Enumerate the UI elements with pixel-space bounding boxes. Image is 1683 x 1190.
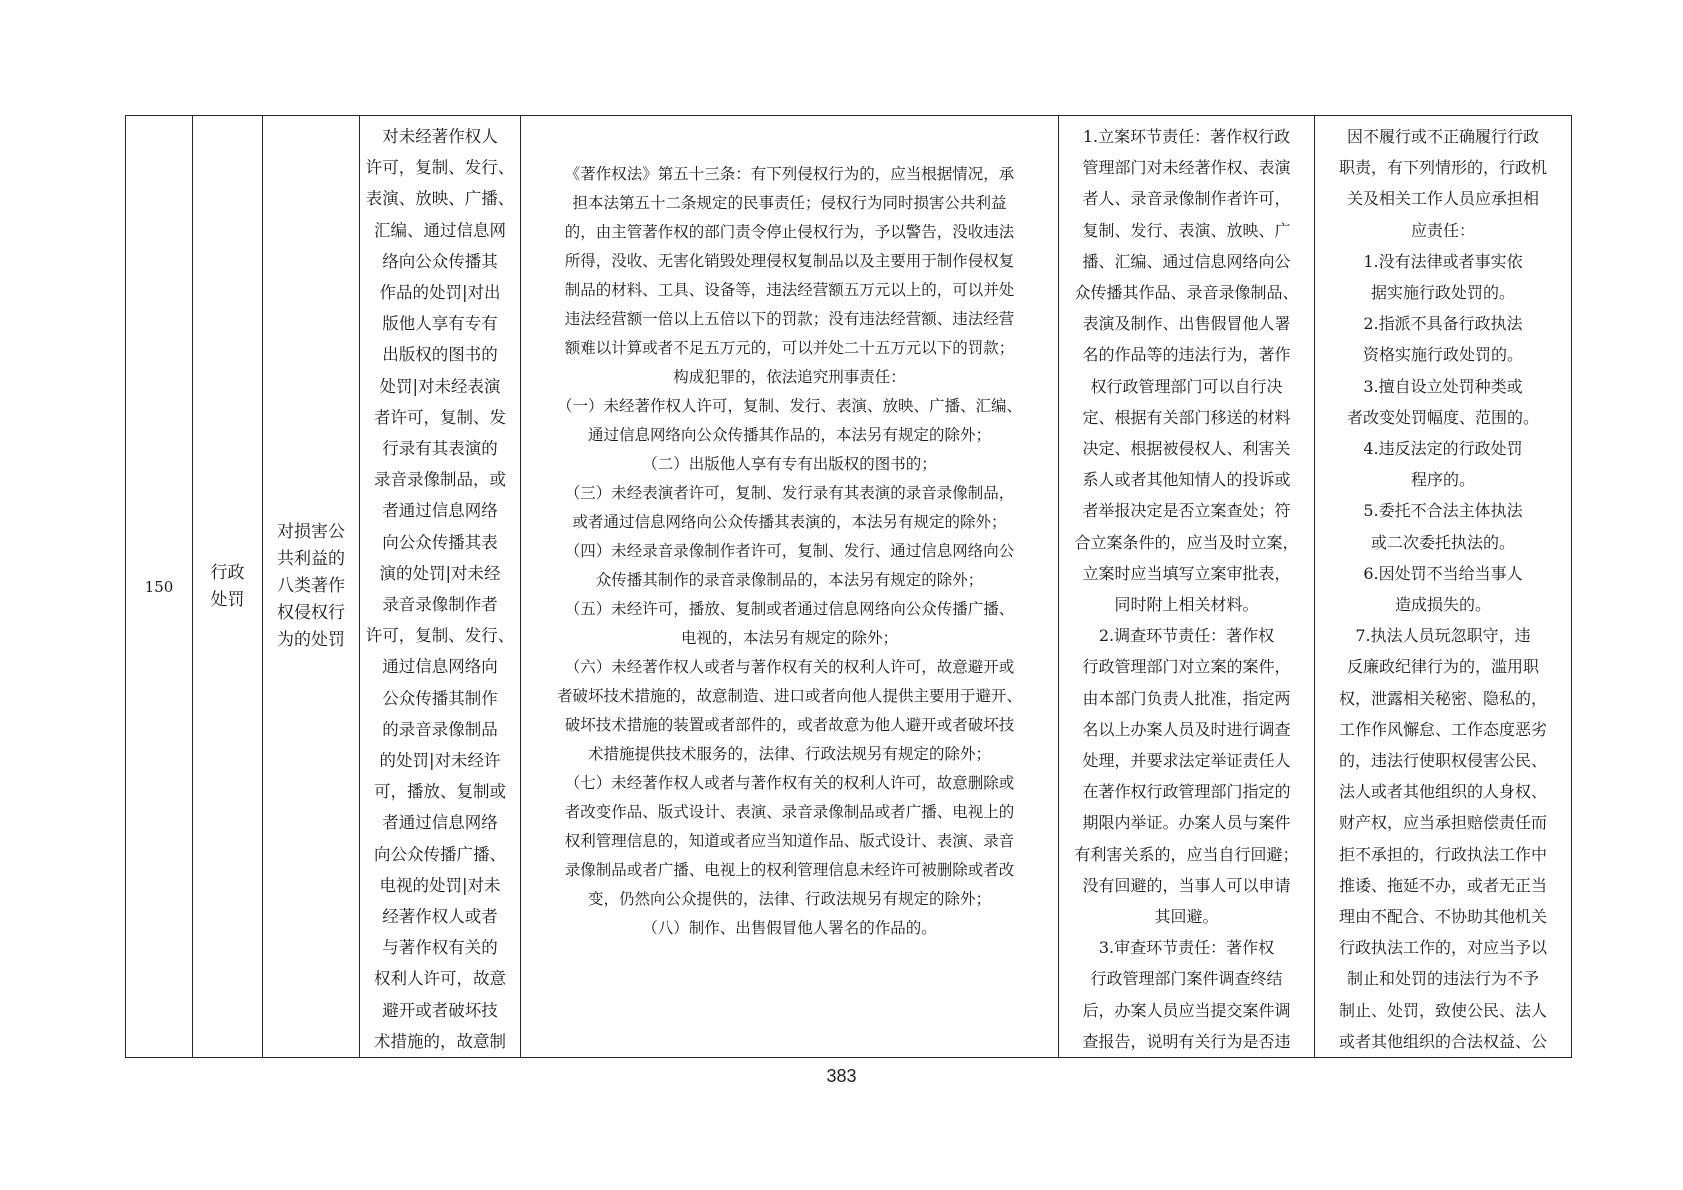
text-line: 众传播其制作的录音录像制品的，本法另有规定的除外； [595, 571, 984, 589]
text-line: 违法经营额一倍以上五倍以下的罚款；没有违法经营额、违法经营 [564, 310, 1015, 328]
text-line: 行政执法工作的，对应当予以 [1338, 938, 1547, 958]
text-line: 者许可，复制、发 [374, 407, 506, 427]
text-line: 额难以计算或者不足五万元的，可以并处二十五万元以下的罚款； [564, 339, 1015, 357]
text-line: （七）未经著作权人或者与著作权有关的权利人许可，故意删除或 [564, 774, 1015, 792]
text-line: 资格实施行政处罚的。 [1362, 345, 1523, 365]
text-line: 权侵权行 [277, 603, 345, 624]
text-line: 者破坏技术措施的，故意制造、进口或者向他人提供主要用于避开、 [556, 687, 1022, 705]
text-line: 的，违法行使职权侵害公民、 [1338, 751, 1547, 771]
text-line: 复制、发行、表演、放映、广 [1082, 220, 1291, 240]
text-line: 破坏技术措施的装置或者部件的，或者故意为他人避开或者破坏技 [564, 716, 1015, 734]
text-line: 处罚|对未经表演 [379, 376, 501, 396]
text-line: 所得，没收、无害化销毁处理侵权复制品以及主要用于制作侵权复 [564, 252, 1015, 270]
text-line: 推诿、拖延不办，或者无正当 [1338, 875, 1547, 895]
text-line: 的，由主管著作权的部门责令停止侵权行为，予以警告，没收违法 [564, 223, 1015, 241]
text-line: 6.因处罚不当给当事人 [1363, 563, 1523, 583]
text-line: 程序的。 [1410, 470, 1475, 490]
text-line: 7.执法人员玩忽职守，违 [1355, 626, 1531, 646]
text-line: （一）未经著作权人许可，复制、发行、表演、放映、广播、汇编、 [556, 397, 1022, 415]
text-line: 行政管理部门对立案的案件， [1082, 657, 1291, 677]
text-line: 反廉政纪律行为的，滥用职 [1346, 657, 1539, 677]
text-line: 通过信息网络向 [382, 657, 498, 677]
responsibility-cell [1059, 116, 1315, 1058]
power-category [193, 560, 262, 614]
text-line: 关及相关工作人员应承担相 [1346, 189, 1539, 209]
text-line: 理由不配合、不协助其他机关 [1338, 907, 1547, 927]
text-line: 1.立案环节责任：著作权行政 [1082, 127, 1291, 146]
text-line: 2.调查环节责任：著作权 [1098, 626, 1275, 646]
text-line: 或二次委托执法的。 [1370, 532, 1515, 552]
text-line: 电视的处罚|对未 [379, 875, 501, 895]
power-item-name [263, 519, 359, 654]
text-line: 由本部门负责人批准，指定两 [1082, 688, 1291, 708]
text-line: （四）未经录音录像制作者许可，复制、发行、通过信息网络向公 [564, 542, 1015, 560]
text-line: 经著作权人或者 [382, 907, 498, 927]
text-line: 者通过信息网络 [382, 813, 498, 833]
sub-items-cell [360, 116, 521, 1058]
text-line: 术措施提供技术服务的，法律、行政法规另有规定的除外； [587, 745, 991, 763]
text-line: （五）未经许可，播放、复制或者通过信息网络向公众传播广播、 [564, 600, 1015, 618]
text-line: 没有回避的，当事人可以申请 [1082, 875, 1291, 895]
text-line: 应责任： [1410, 220, 1475, 240]
text-line: 行政 [210, 562, 245, 583]
text-line: 1.没有法律或者事实依 [1363, 251, 1523, 271]
table-row [126, 116, 1572, 1058]
text-line: 决定、根据被侵权人、利害关 [1082, 439, 1291, 459]
text-line: 制品的材料、工具、设备等，违法经营额五万元以上的，可以并处 [564, 281, 1015, 299]
text-line: 录音录像制作者 [382, 595, 498, 615]
row-number: 150 [144, 577, 174, 596]
text-line: 者通过信息网络 [382, 501, 498, 521]
text-line: 系人或者其他知情人的投诉或 [1082, 470, 1291, 490]
text-line: 行录有其表演的 [382, 439, 498, 459]
legal-basis-cell [521, 116, 1059, 1058]
sub-items-text [360, 121, 520, 1057]
text-line: 处理，并要求法定举证责任人 [1082, 751, 1291, 771]
text-line: 工作作风懈怠、工作态度恶劣 [1338, 719, 1547, 739]
text-line: 者举报决定是否立案查处；符 [1082, 501, 1291, 521]
text-line: 名的作品等的违法行为，著作 [1082, 345, 1291, 365]
text-line: 表演及制作、出售假冒他人署 [1082, 314, 1291, 334]
text-line: 2.指派不具备行政执法 [1363, 314, 1523, 334]
text-line: 权利管理信息的，知道或者应当知道作品、版式设计、表演、录音 [564, 832, 1015, 850]
text-line: 法人或者其他组织的人身权、 [1338, 782, 1547, 802]
text-line: 《著作权法》第五十三条：有下列侵权行为的，应当根据情况，承 [564, 165, 1015, 183]
text-line: 可，播放、复制或 [374, 782, 506, 802]
text-line: 的处罚|对未经许 [379, 751, 501, 771]
text-line: 处罚 [210, 589, 245, 610]
text-line: 为的处罚 [277, 630, 345, 651]
text-line: 期限内举证。办案人员与案件 [1082, 813, 1291, 833]
accountability-text [1315, 121, 1571, 1057]
text-line: 行政管理部门案件调查终结 [1090, 969, 1283, 989]
text-line: 许可，复制、发行、 [365, 626, 515, 646]
text-line: 3.擅自设立处罚种类或 [1363, 376, 1523, 396]
text-line: 或者其他组织的合法权益、公 [1338, 1031, 1547, 1051]
text-line: 作品的处罚|对出 [379, 283, 501, 303]
text-line: 录音录像制品，或 [374, 470, 506, 490]
text-line: 财产权，应当承担赔偿责任而 [1338, 813, 1547, 833]
text-line: 权利人许可，故意 [374, 969, 506, 989]
text-line: 合立案条件的，应当及时立案， [1074, 532, 1299, 552]
text-line: 共利益的 [277, 549, 345, 570]
text-line: 者改变处罚幅度、范围的。 [1346, 407, 1539, 427]
text-line: 避开或者破坏技 [382, 1000, 498, 1020]
text-line: 立案时应当填写立案审批表， [1082, 563, 1291, 583]
text-line: 众传播其作品、录音录像制品、 [1074, 283, 1299, 303]
text-line: 4.违反法定的行政处罚 [1363, 439, 1523, 459]
text-line: 据实施行政处罚的。 [1370, 283, 1515, 303]
text-line: 对未经著作权人 [382, 127, 498, 146]
text-line: 变，仍然向公众提供的，法律、行政法规另有规定的除外； [587, 890, 991, 908]
power-category-cell [193, 116, 263, 1058]
text-line: 电视的，本法另有规定的除外； [680, 629, 898, 647]
text-line: 表演、放映、广播、 [365, 189, 515, 209]
text-line: 汇编、通过信息网 [374, 220, 506, 240]
text-line: 因不履行或不正确履行行政 [1346, 127, 1539, 146]
text-line: 与著作权有关的 [382, 938, 498, 958]
text-line: 对损害公 [277, 522, 345, 543]
text-line: 向公众传播其表 [382, 532, 498, 552]
text-line: 通过信息网络向公众传播其作品的，本法另有规定的除外； [587, 426, 991, 444]
text-line: 管理部门对未经著作权、表演 [1082, 158, 1291, 178]
text-line: （八）制作、出售假冒他人署名的作品的。 [642, 919, 937, 937]
text-line: 在著作权行政管理部门指定的 [1082, 782, 1291, 802]
text-line: 3.审查环节责任：著作权 [1098, 938, 1275, 958]
text-line: 公众传播其制作 [382, 688, 498, 708]
text-line: 演的处罚|对未经 [379, 563, 501, 583]
text-line: 制止、处罚，致使公民、法人 [1338, 1000, 1547, 1020]
text-line: 权行政管理部门可以自行决 [1090, 376, 1283, 396]
text-line: 同时附上相关材料。 [1114, 595, 1259, 615]
text-line: 络向公众传播其 [382, 251, 498, 271]
text-line: 定、根据有关部门移送的材料 [1082, 407, 1291, 427]
power-item-cell [263, 116, 360, 1058]
text-line: 向公众传播广播、 [374, 844, 506, 864]
text-line: 查报告，说明有关行为是否违 [1082, 1031, 1291, 1051]
text-line: 制止和处罚的违法行为不予 [1346, 969, 1539, 989]
page-number: 383 [826, 1066, 857, 1086]
text-line: 职责，有下列情形的，行政机 [1338, 158, 1547, 178]
text-line: 名以上办案人员及时进行调查 [1082, 719, 1291, 739]
row-number-cell [126, 116, 193, 1058]
text-line: 版他人享有专有 [382, 314, 498, 334]
text-line: 拒不承担的，行政执法工作中 [1338, 844, 1547, 864]
text-line: 构成犯罪的，依法追究刑事责任： [673, 368, 906, 386]
legal-basis-text [521, 160, 1058, 943]
text-line: 录像制品或者广播、电视上的权利管理信息未经许可被删除或者改 [564, 861, 1015, 879]
text-line: 其回避。 [1154, 907, 1219, 927]
text-line: 5.委托不合法主体执法 [1363, 501, 1523, 521]
responsibility-text [1059, 121, 1314, 1057]
text-line: 者改变作品、版式设计、表演、录音录像制品或者广播、电视上的 [564, 803, 1015, 821]
text-line: 权，泄露相关秘密、隐私的， [1338, 688, 1547, 708]
text-line: 造成损失的。 [1394, 595, 1491, 615]
text-line: 的录音录像制品 [382, 719, 498, 739]
text-line: （三）未经表演者许可，复制、发行录有其表演的录音录像制品， [564, 484, 1015, 502]
text-line: 有利害关系的，应当自行回避； [1074, 844, 1299, 864]
text-line: 或者通过信息网络向公众传播其表演的，本法另有规定的除外； [572, 513, 1007, 531]
power-list-table [125, 115, 1572, 1058]
text-line: 后，办案人员应当提交案件调 [1082, 1000, 1291, 1020]
text-line: 者人、录音录像制作者许可， [1082, 189, 1291, 209]
text-line: 许可，复制、发行、 [365, 158, 515, 178]
accountability-cell [1315, 116, 1572, 1058]
text-line: （二）出版他人享有专有出版权的图书的； [642, 455, 937, 473]
text-line: 出版权的图书的 [382, 345, 498, 365]
text-line: 术措施的，故意制 [374, 1031, 506, 1051]
text-line: 八类著作 [277, 576, 345, 597]
text-line: 播、汇编、通过信息网络向公 [1082, 251, 1291, 271]
text-line: 担本法第五十二条规定的民事责任；侵权行为同时损害公共利益 [572, 194, 1007, 212]
text-line: （六）未经著作权人或者与著作权有关的权利人许可，故意避开或 [564, 658, 1015, 676]
